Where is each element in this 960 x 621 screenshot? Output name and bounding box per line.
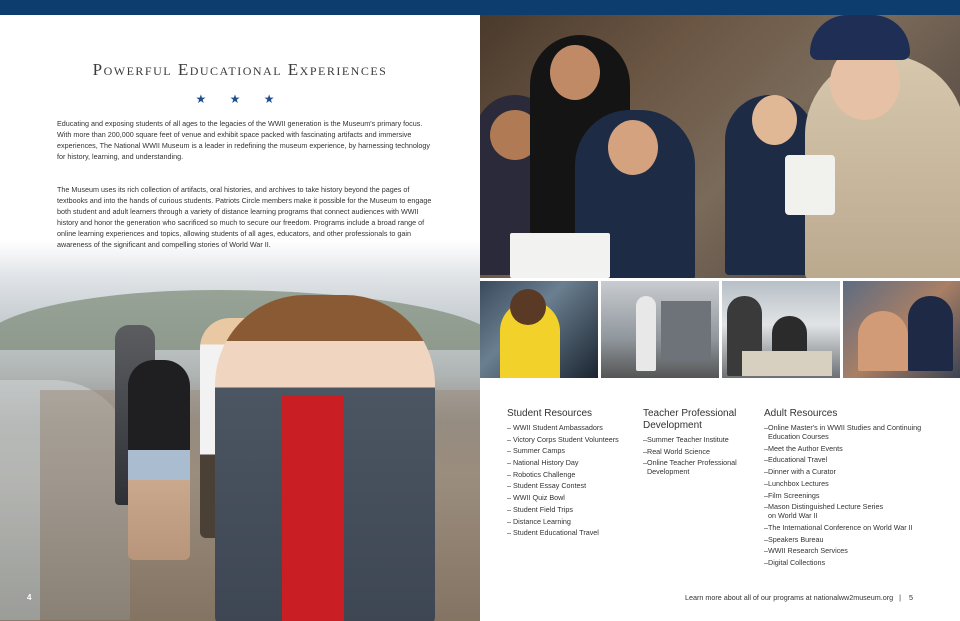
teacher-development-column	[643, 408, 759, 479]
list-item: –Digital Collections	[764, 558, 826, 568]
programs-paragraph: The Museum uses its rich collection of artifacts, oral histories, and archives to take history beyond the pages of textbooks and into the hands of curious students. Patriots Circle members make it possible for the Museum to engage both student and adult learners through a variety of distance learning programs that connect audiences with WWII history and honor the generation who sacrificed so much to secure our freedom. Programs include a broad range of online learning experiences and topics, allowing students of all ages, educators, and other professionals to gain awareness of the significant and compelling stories of World War II.	[57, 185, 432, 249]
list-item: – WWII Quiz Bowl	[507, 493, 565, 503]
intro-paragraph: Educating and exposing students of all ages to the legacies of the WWII generation is the Museum's primary focus. With more than 200,000 square feet of venue and exhibit space packed with fascinating artifacts and immersive experiences, The National WWII Museum is a leader in redefining the museum experience, by harnessing technology for history, learning, and understanding.	[57, 119, 431, 161]
page-number-left: 4	[27, 593, 32, 602]
list-item: – Student Essay Contest	[507, 481, 587, 491]
thumbnail-photo-presenter	[601, 281, 719, 378]
footer-programs-link[interactable]: Learn more about all of our programs at nationalww2museum.org | 5	[685, 593, 913, 602]
list-item: –The International Conference on World War II	[764, 523, 913, 532]
list-item: – Robotics Challenge	[507, 469, 576, 479]
list-item: – Summer Camps	[507, 446, 565, 456]
list-item: –Meet the Author Events	[764, 443, 843, 453]
list-item: – Student Educational Travel	[507, 528, 599, 538]
student-resources-column	[507, 408, 637, 540]
list-item: – Victory Corps Student Volunteers	[507, 434, 619, 444]
list-item: –Summer Teacher Institute	[643, 435, 729, 444]
veteran-with-students-photo	[480, 15, 960, 278]
list-item: – Distance Learning	[507, 516, 571, 526]
column-title: Student Resources	[507, 408, 593, 419]
list-item: – National History Day	[507, 458, 579, 468]
top-color-bar	[0, 0, 960, 15]
star-divider: ★ ★ ★	[195, 92, 285, 106]
thumbnail-photo-student-group	[843, 281, 960, 378]
list-item: –Dinner with a Curator	[764, 467, 836, 477]
right-page	[480, 15, 960, 621]
left-page	[0, 15, 480, 621]
column-title: Adult Resources	[764, 408, 838, 419]
list-item: – Student Field Trips	[507, 504, 573, 514]
list-item: –Speakers Bureau	[764, 534, 824, 544]
beach-group-photo	[0, 240, 480, 621]
thumbnail-photo-student-robotics	[480, 281, 598, 378]
thumbnail-photo-adult-learners	[722, 281, 840, 378]
list-item: –Online Master's in WWII Studies and Continuing Education Courses	[764, 423, 922, 442]
list-item: –WWII Research Services	[764, 546, 848, 556]
column-title: Teacher Professional Development	[643, 408, 737, 431]
list-item: –Educational Travel	[764, 455, 828, 465]
list-item: –Real World Science	[643, 446, 710, 456]
list-item: –Online Teacher Professional Development	[643, 458, 737, 477]
page-heading: Powerful Educational Experiences	[92, 60, 388, 79]
list-item: – WWII Student Ambassadors	[507, 423, 603, 432]
list-item: –Mason Distinguished Lecture Series on World War II	[764, 502, 884, 521]
list-item: –Film Screenings	[764, 490, 820, 500]
list-item: –Lunchbox Lectures	[764, 478, 829, 488]
adult-resources-column	[764, 408, 944, 570]
